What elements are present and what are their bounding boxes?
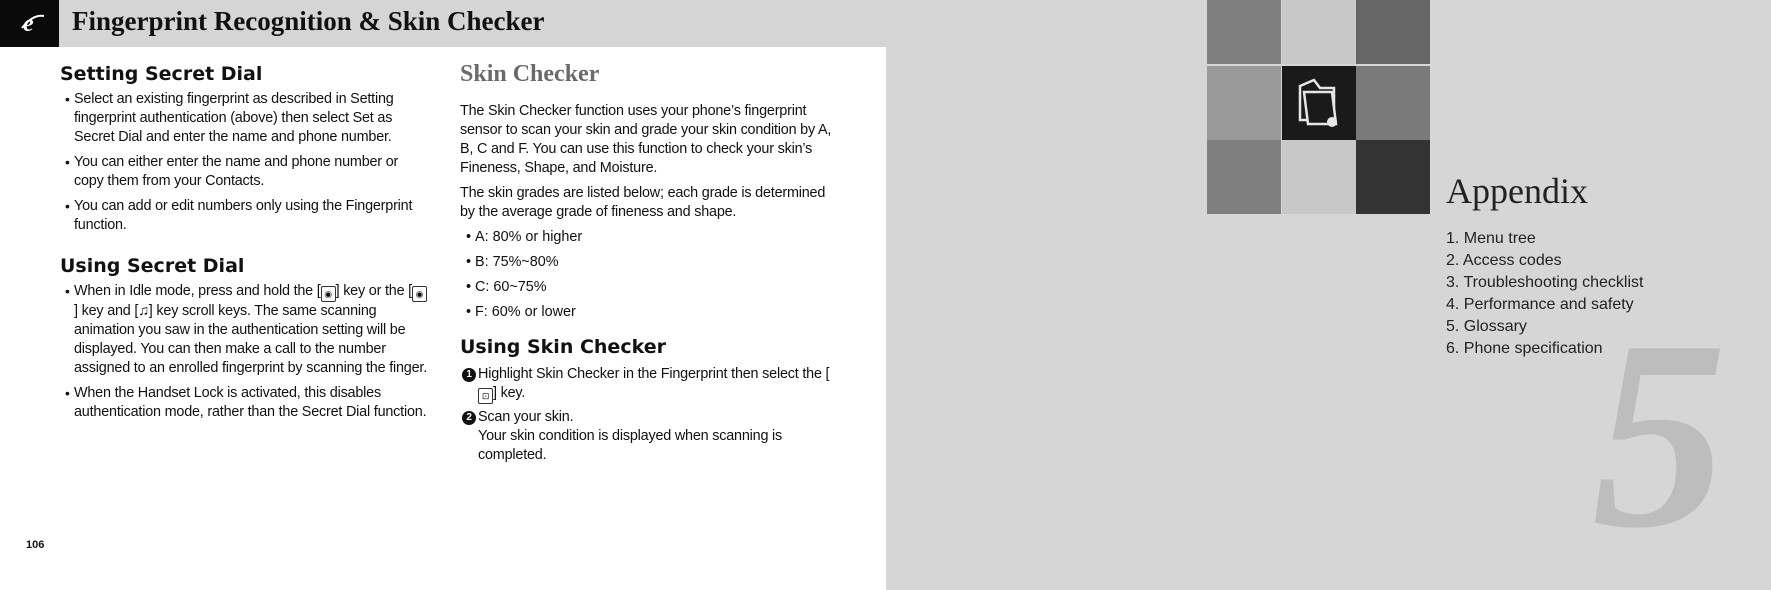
setting-secret-dial-heading: Setting Secret Dial: [60, 63, 263, 85]
ok-key-icon: ⊡: [478, 388, 493, 404]
left-column: [60, 63, 430, 428]
list-item: • When the Handset Lock is activated, this disables authentication mode, rather than the Secret Dial function.: [65, 385, 427, 420]
using-skin-checker-heading: Using Skin Checker: [460, 336, 666, 358]
grade-item: • B: 75%~80%: [466, 254, 559, 270]
appendix-item: 4. Performance and safety: [1446, 296, 1634, 313]
folder-icon: [1282, 66, 1356, 140]
intro-paragraph: The Skin Checker function uses your phone’s fingerprint sensor to scan your skin and grade your skin condition by A, B, C and F. You can use this function to check your skin’s Fineness, Shape, and Moisture.: [460, 103, 832, 176]
step-2: 2 Scan your skin. Your skin condition is displayed when scanning is completed.: [460, 408, 840, 465]
appendix-title: Appendix: [1446, 171, 1588, 211]
decor-tile: [1207, 0, 1281, 64]
music-note-icon: ♫: [138, 303, 149, 319]
decor-tile: [1282, 66, 1356, 140]
list-item: • You can either enter the name and phone number or copy them from your Contacts.: [65, 154, 399, 189]
e-logo-icon: [20, 10, 46, 36]
decor-tile: [1282, 140, 1356, 214]
skin-checker-heading: Skin Checker: [460, 61, 600, 87]
page-title: Fingerprint Recognition & Skin Checker: [72, 6, 545, 36]
appendix-item: 1. Menu tree: [1446, 230, 1536, 247]
fingerprint-key-icon: ◉: [321, 286, 336, 302]
page-number: 106: [26, 539, 45, 551]
appendix-item: 2. Access codes: [1446, 252, 1562, 269]
logo-box: [0, 0, 59, 47]
decor-tile: [1207, 140, 1281, 214]
step-1: 1 Highlight Skin Checker in the Fingerprint then select the [⊡ ] key.: [460, 365, 840, 404]
decor-tile: [1282, 0, 1356, 64]
using-secret-dial-heading: Using Secret Dial: [60, 255, 245, 277]
grade-item: • A: 80% or higher: [466, 229, 583, 245]
decor-tile: [1356, 140, 1430, 214]
appendix-item: 3. Troubleshooting checklist: [1446, 274, 1644, 291]
step-number-1: 1: [462, 368, 476, 382]
chapter-number: 5: [1592, 285, 1727, 584]
decor-tile: [1207, 66, 1281, 140]
grade-item: • C: 60~75%: [466, 279, 547, 295]
step-number-2: 2: [462, 411, 476, 425]
appendix-item: 5. Glossary: [1446, 318, 1527, 335]
list-item: • Select an existing fingerprint as described in Setting fingerprint authentication (above) then select Set as Secret Dial and enter the name and phone number.: [65, 91, 394, 145]
middle-column: [460, 61, 840, 469]
fingerprint-key-icon: ◉: [412, 286, 427, 302]
decor-tile: [1356, 0, 1430, 64]
appendix-list: [1446, 228, 1643, 360]
appendix-item: 6. Phone specification: [1446, 340, 1603, 357]
list-item: • You can add or edit numbers only using the Fingerprint function.: [65, 198, 413, 233]
grades-paragraph: The skin grades are listed below; each grade is determined by the average grade of fineness and shape.: [460, 185, 826, 220]
decor-tile: [1356, 66, 1430, 140]
list-item: • When in Idle mode, press and hold the [ ◉ ] key or the [ ◉] key and [♫] key scroll keys. The same scanning animation you saw in the authentication setting will be displayed. You can then make a call to the number assigned to an enrolled fingerprint by scanning the finger.: [65, 283, 428, 376]
grade-item: • F: 60% or lower: [466, 304, 576, 320]
svg-text:e: e: [23, 11, 34, 36]
